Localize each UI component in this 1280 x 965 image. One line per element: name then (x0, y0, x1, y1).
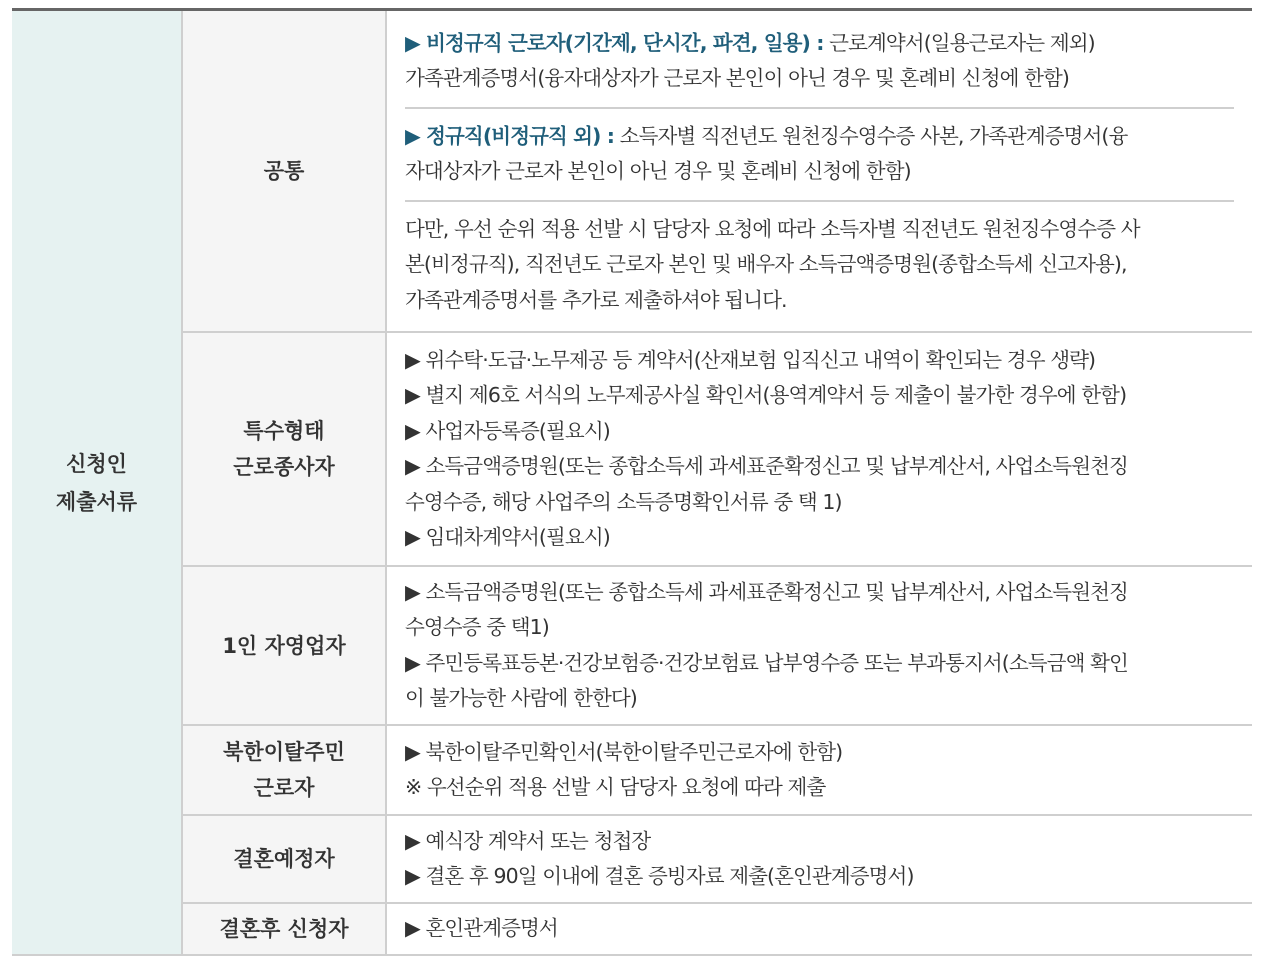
content-line: 수영수증 중 택1) (405, 615, 549, 639)
row-content-engaged (386, 815, 1252, 903)
content-line: ▶ 결혼 후 90일 이내에 결혼 증빙자료 제출(혼인관계증명서) (405, 864, 914, 888)
content-line: ▶ 사업자등록증(필요시) (405, 418, 610, 443)
content-line: ▶ 주민등록표등본·건강보험증·건강보험료 납부영수증 또는 부과통지서(소득금액 확인 (405, 650, 1128, 675)
content-line: ▶ 별지 제6호 서식의 노무제공사실 확인서(용역계약서 등 제출이 불가한 경우에 한함) (405, 383, 1127, 407)
content-line: 이 불가능한 사람에 한한다) (405, 686, 637, 710)
row-content-special (386, 332, 1252, 566)
row-label-line1: 특수형태 (243, 419, 325, 443)
arrow-icon: ▶ (405, 347, 420, 372)
row-label-text: 공통 (263, 159, 305, 183)
row-label-special (182, 332, 386, 566)
row-label-selfemployed (182, 566, 386, 725)
arrow-icon: ▶ (405, 123, 420, 148)
arrow-icon: ▶ (405, 579, 420, 604)
highlight-heading: 정규직(비정규직 외) : (426, 123, 615, 148)
row-content-defector (386, 725, 1252, 815)
row-label-defector (182, 725, 386, 815)
content-line: ▶ 비정규직 근로자(기간제, 단시간, 파견, 일용) : 근로계약서(일용근로자는 제외) (405, 30, 1095, 55)
common-block-nonregular (405, 20, 1234, 107)
content-line: ▶ 예식장 계약서 또는 청첩장 (405, 828, 651, 853)
arrow-icon: ▶ (405, 30, 420, 55)
arrow-icon: ▶ (405, 864, 420, 888)
content-line: 수영수증, 해당 사업주의 소득증명확인서류 중 택 1) (405, 489, 842, 514)
row-content-selfemployed (386, 566, 1252, 725)
table-row-selfemployed (12, 566, 1252, 725)
content-line: ▶ 혼인관계증명서 (405, 916, 558, 941)
content-line: ▶ 위수탁·도급·노무제공 등 계약서(산재보험 입직신고 내역이 확인되는 경우 생략) (405, 347, 1096, 372)
row-content-married (386, 903, 1252, 955)
content-line: ▶ 정규직(비정규직 외) : 소득자별 직전년도 원천징수영수증 사본, 가족관계증명서(융 (405, 123, 1128, 148)
row-label-married (182, 903, 386, 955)
arrow-icon: ▶ (405, 525, 420, 549)
common-block-note (405, 200, 1234, 323)
row-label-engaged (182, 815, 386, 903)
row-label-common (182, 10, 386, 333)
table-row-special (12, 332, 1252, 566)
row-label-line1: 북한이탈주민 (223, 740, 345, 764)
common-block-regular (405, 107, 1234, 200)
content-line: 본(비정규직), 직전년도 근로자 본인 및 배우자 소득금액증명원(종합소득세 신고자용), (405, 252, 1127, 277)
content-line: 자대상자가 근로자 본인이 아닌 경우 및 혼례비 신청에 한함) (405, 159, 911, 184)
section-label-line1: 신청인 (66, 451, 127, 476)
row-label-line2: 근로자 (253, 776, 315, 800)
content-line: ▶ 임대차계약서(필요시) (405, 525, 610, 549)
required-documents-table (12, 8, 1252, 956)
table-row-common (12, 10, 1252, 333)
content-line: ※ 우선순위 적용 선발 시 담당자 요청에 따라 제출 (405, 775, 826, 799)
highlight-heading: 비정규직 근로자(기간제, 단시간, 파견, 일용) : (426, 30, 824, 55)
table-row-married (12, 903, 1252, 955)
arrow-icon: ▶ (405, 828, 420, 853)
arrow-icon: ▶ (405, 739, 420, 764)
content-line: 다만, 우선 순위 적용 선발 시 담당자 요청에 따라 소득자별 직전년도 원천징수영수증 사 (405, 216, 1140, 241)
row-content-common (386, 10, 1252, 333)
content-line: 가족관계증명서(융자대상자가 근로자 본인이 아닌 경우 및 혼례비 신청에 한함) (405, 66, 1070, 91)
content-line: ▶ 소득금액증명원(또는 종합소득세 과세표준확정신고 및 납부계산서, 사업소득원천징 (405, 579, 1128, 604)
arrow-icon: ▶ (405, 916, 420, 941)
section-label-cell (12, 10, 182, 956)
arrow-icon: ▶ (405, 383, 420, 407)
row-label-line2: 근로종사자 (233, 455, 335, 479)
arrow-icon: ▶ (405, 650, 420, 675)
document (12, 8, 1252, 956)
row-label-text: 결혼예정자 (233, 847, 335, 871)
section-label-line2: 제출서류 (55, 489, 138, 514)
content-line: 가족관계증명서를 추가로 제출하셔야 됩니다. (405, 287, 787, 312)
arrow-icon: ▶ (405, 418, 420, 443)
row-label-text: 1인 자영업자 (222, 633, 346, 658)
row-label-text: 결혼후 신청자 (219, 917, 349, 941)
content-line: ▶ 소득금액증명원(또는 종합소득세 과세표준확정신고 및 납부계산서, 사업소득원천징 (405, 454, 1128, 478)
table-row-engaged (12, 815, 1252, 903)
arrow-icon: ▶ (405, 454, 420, 478)
content-line: ▶ 북한이탈주민확인서(북한이탈주민근로자에 한함) (405, 739, 843, 764)
table-row-defector (12, 725, 1252, 815)
